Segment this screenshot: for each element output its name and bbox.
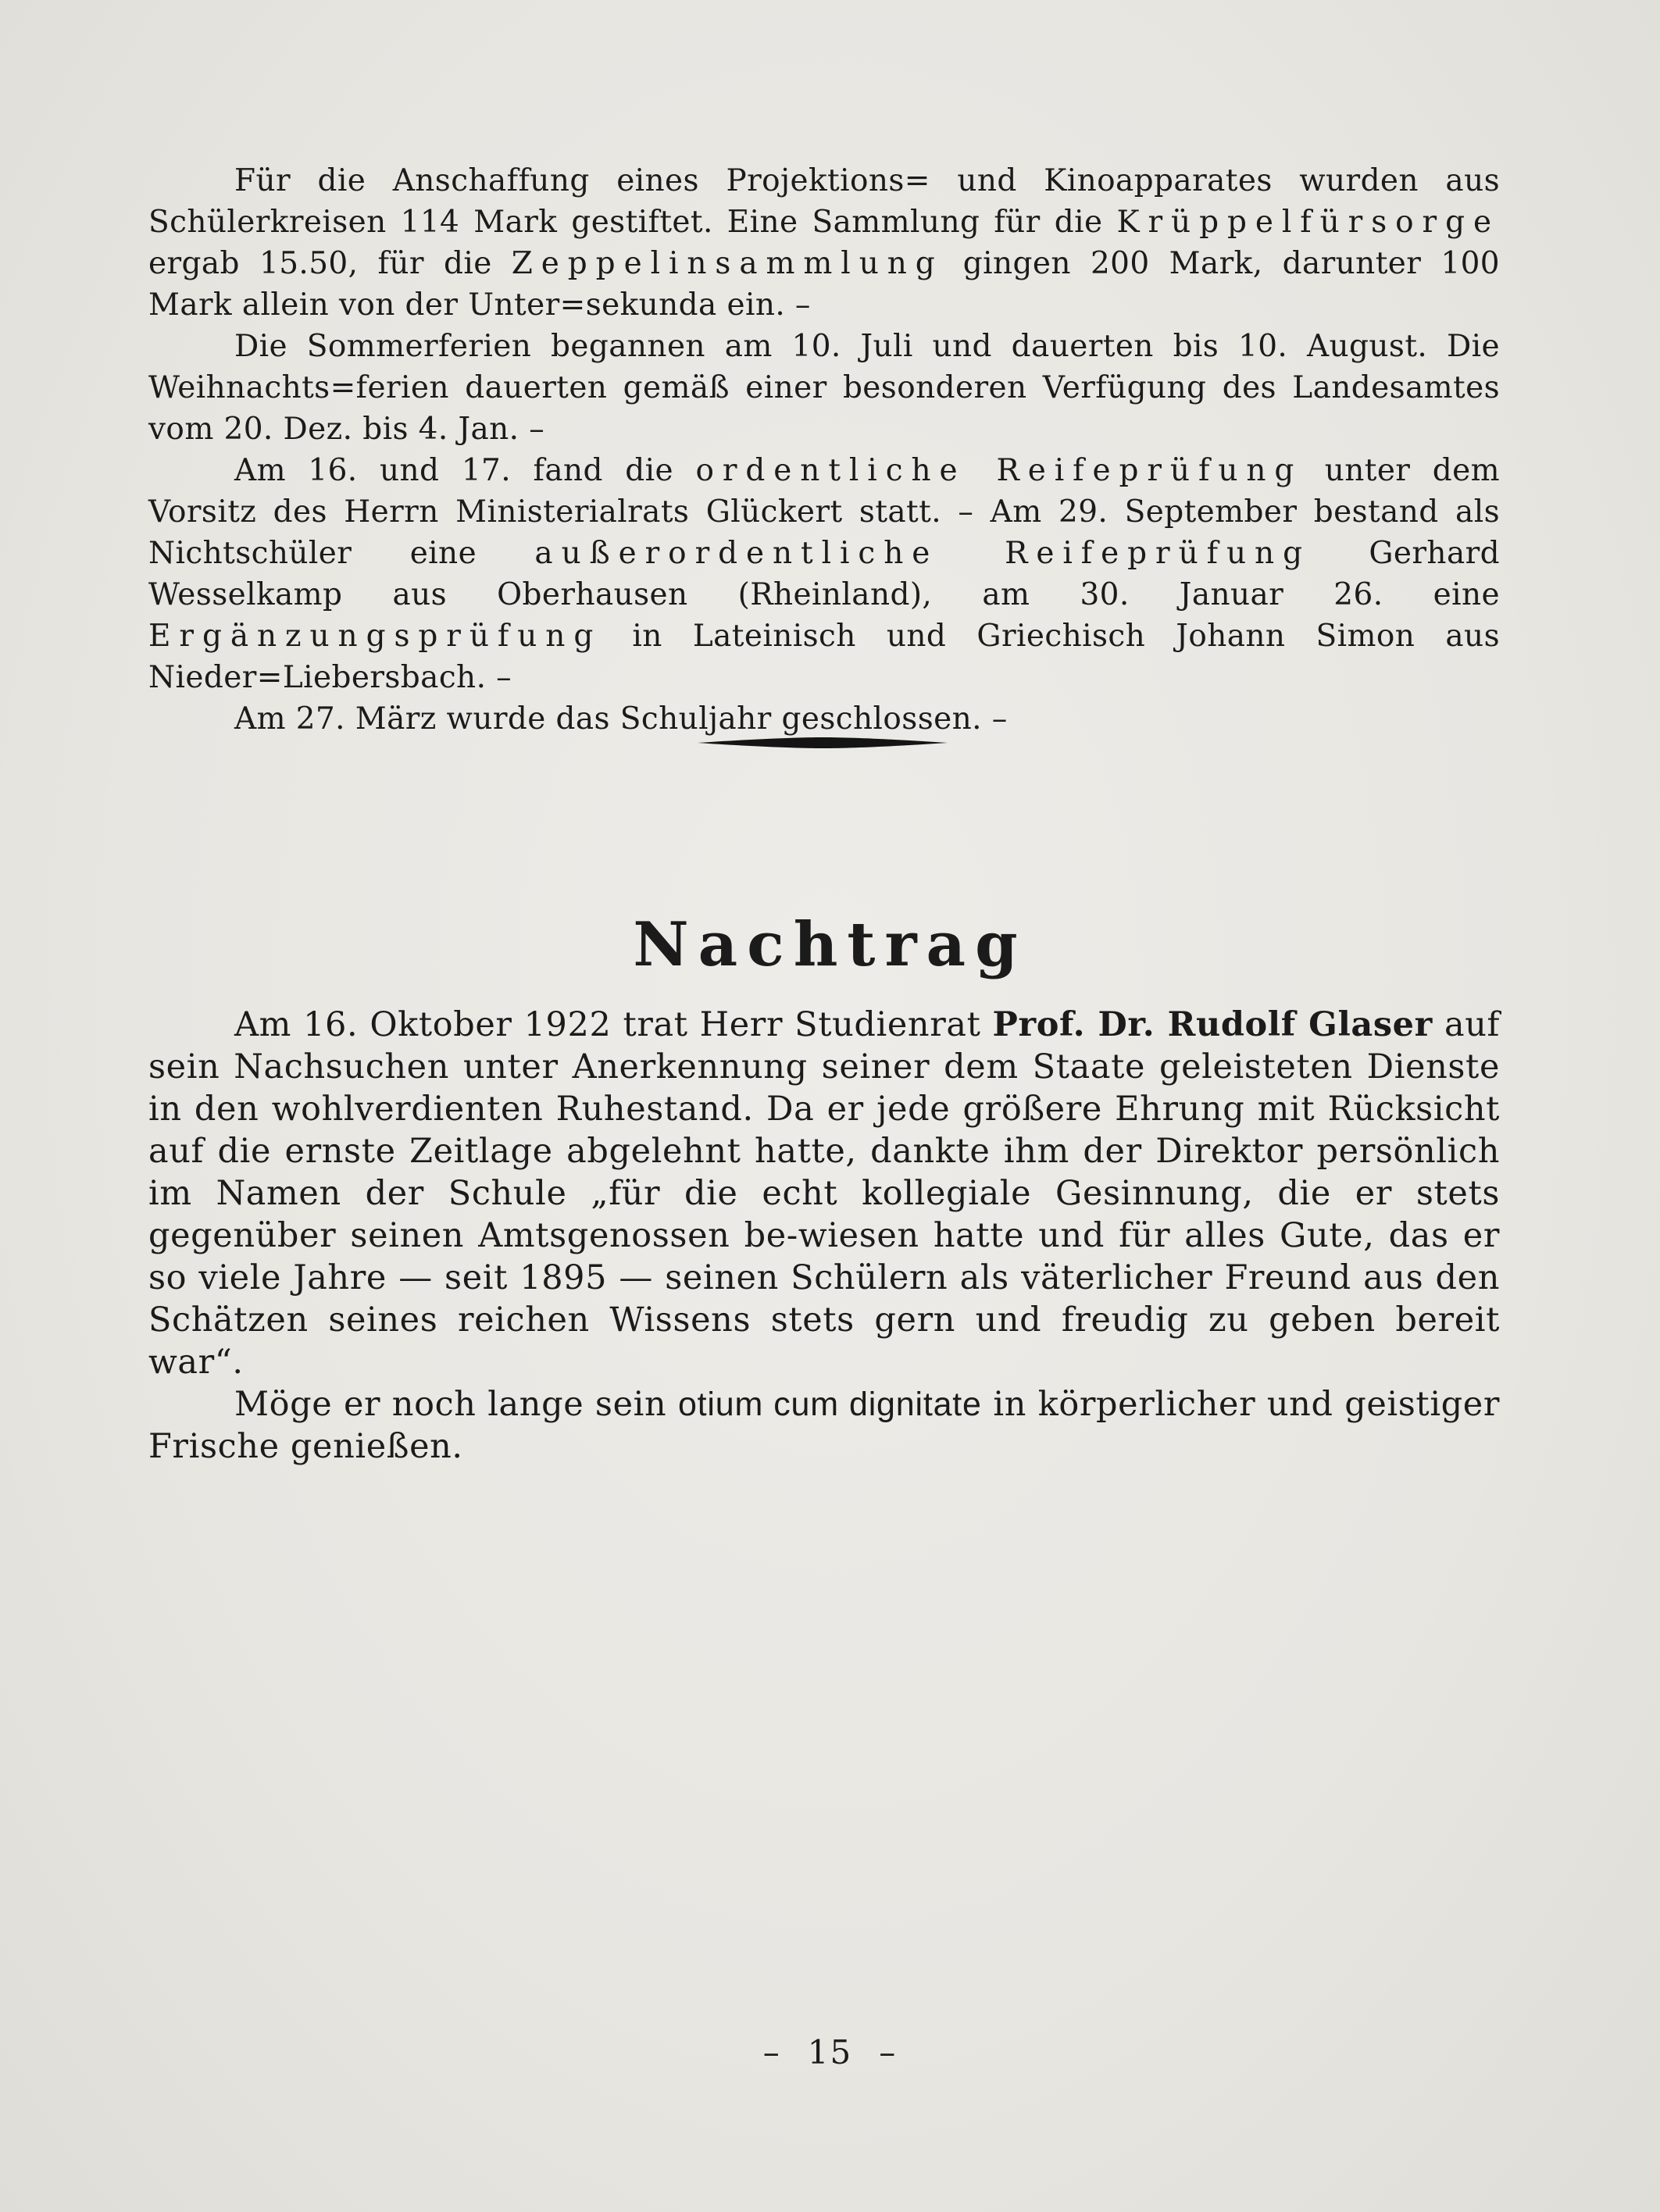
paragraph-year-closed: Am 27. März wurde das Schuljahr geschlossen. – — [234, 701, 1008, 737]
text-run: in körperlicher und geistiger Frische genießen. — [148, 1385, 1500, 1466]
heading-nachtrag: Nachtrag — [633, 909, 1027, 980]
spaced-term-ausserordentliche-reifepruefung: außerordentliche Reifeprüfung — [534, 536, 1311, 571]
school-chronicle-section — [148, 160, 1500, 740]
page-footer — [0, 2031, 1660, 2075]
paragraph-holidays: Die Sommerferien begannen am 10. Juli und dauerten bis 10. August. Die Weihnachts=ferien dauerten gemäß einer besonderen Verfügung des Landesamtes vom 20. Dez. bis 4. Jan. – — [148, 329, 1500, 447]
paragraph-exams — [148, 450, 1500, 698]
footer-dash-left: – — [762, 2033, 781, 2071]
text-run: Am 16. und 17. fand die — [234, 453, 696, 488]
spaced-term-zeppelinsammlung: Zeppelinsammlung — [511, 246, 944, 281]
spaced-term-ergaenzungspruefung: Ergänzungsprüfung — [148, 619, 602, 654]
text-run: in Lateinisch und Griechisch Johann Simon aus Nieder=Liebersbach. – — [148, 619, 1500, 695]
text-run: Möge er noch lange sein — [234, 1385, 678, 1424]
text-run: Für die Anschaffung eines Projektions= und Kinoapparates wurden aus Schülerkreisen 114 Mark gestiftet. Eine Sammlung für die — [148, 163, 1500, 240]
text-run: gingen 200 Mark, darunter 100 Mark allein von der Unter=sekunda ein. – — [148, 246, 1500, 323]
section-divider-rule — [698, 737, 948, 749]
text-run: auf sein Nachsuchen unter Anerkennung seiner dem Staate geleisteten Dienste in den wohlverdienten Ruhestand. Da er jede größere Ehrung mit Rücksicht auf die ernste Zeitlage abgelehnt hatte, dankte ihm der Direktor persönlich im Namen der Schule „für die echt kollegiale Gesinnung, die er stets gegenüber seinen Amtsgenossen be-wiesen hatte und für alles Gute, das er so viele Jahre — seit 1895 — seinen Schülern als väterlicher Freund aus den Schätzen seines reichen Wissens stets gern und freudig zu geben bereit war“. — [148, 1005, 1501, 1382]
paragraph-wishes — [148, 1383, 1500, 1468]
name-prof-rudolf-glaser: Prof. Dr. Rudolf Glaser — [992, 1005, 1433, 1044]
text-run: Am 16. Oktober 1922 trat Herr Studienrat — [234, 1005, 993, 1044]
paragraph-retirement — [148, 1004, 1500, 1383]
footer-dash-right: – — [879, 2033, 898, 2071]
spaced-term-kruppelfursorge: Krüppelfürsorge — [1116, 205, 1500, 240]
page-number: 15 — [807, 2033, 853, 2071]
latin-phrase: otium cum dignitate — [677, 1386, 982, 1423]
text-run: unter dem Vorsitz des Herrn Ministerialrats Glückert statt. – Am 29. September bestand als Nichtschüler eine — [148, 453, 1500, 571]
paragraph-donations — [148, 160, 1500, 326]
text-run: Gerhard Wesselkamp aus Oberhausen (Rheinland), am 30. Januar 26. eine — [148, 536, 1500, 612]
spaced-term-ordentliche-reifepruefung: ordentliche Reifeprüfung — [695, 453, 1303, 488]
text-run: ergab 15.50, für die — [148, 246, 512, 281]
nachtrag-section — [148, 1004, 1500, 1468]
